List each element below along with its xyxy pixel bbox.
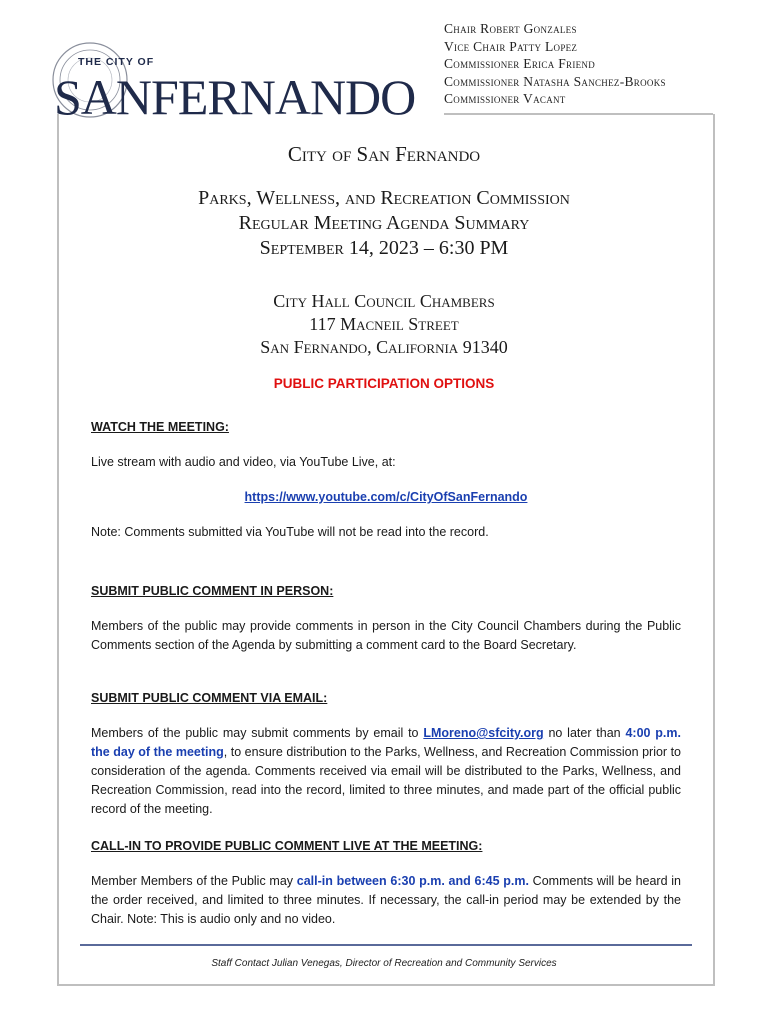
- logo-wordmark: SANFERNANDO: [54, 69, 416, 125]
- email-section: [91, 689, 681, 819]
- agenda-title: Regular Meeting Agenda Summary: [238, 212, 530, 234]
- roster-line: Commissioner Erica Friend: [444, 56, 596, 71]
- city-title: City of San Fernando: [287, 142, 481, 166]
- in-person-heading: SUBMIT PUBLIC COMMENT IN PERSON:: [91, 584, 334, 598]
- watch-heading: WATCH THE MEETING:: [91, 420, 229, 434]
- call-in-window: call-in between 6:30 p.m. and 6:45 p.m.: [296, 874, 529, 888]
- commission-roster: [444, 20, 666, 108]
- call-in-section: [91, 837, 681, 929]
- logo-small-text: THE CITY OF: [78, 56, 155, 68]
- call-in-heading: CALL-IN TO PROVIDE PUBLIC COMMENT LIVE AT THE MEETING:: [91, 839, 483, 853]
- roster-line: Commissioner Natasha Sanchez-Brooks: [444, 73, 666, 89]
- email-link[interactable]: LMoreno@sfcity.org: [423, 726, 544, 740]
- roster-line: Vice Chair Patty Lopez: [444, 38, 578, 54]
- in-person-text: Members of the public may provide comments in person in the City Council Chambers during the Public Comments section of the Agenda by submitting a comment card to the Board Secretary.: [91, 619, 681, 652]
- youtube-link[interactable]: https://www.youtube.com/c/CityOfSanFernando: [244, 490, 528, 504]
- venue-block: [57, 290, 711, 359]
- watch-note: Note: Comments submitted via YouTube will not be read into the record.: [91, 525, 489, 539]
- meeting-title-block: [57, 186, 711, 261]
- email-heading: SUBMIT PUBLIC COMMENT VIA EMAIL:: [91, 691, 328, 705]
- email-deadline: 4:00 p.m. the day of the meeting: [91, 726, 681, 759]
- watch-section: [91, 418, 681, 542]
- footer-divider: [80, 944, 692, 946]
- in-person-section: [91, 582, 681, 655]
- email-text: Members of the public may submit comments by email to LMoreno@sfcity.org no later than 4:00 p.m. the day of the meeting, to ensure distribution to the Parks, Wellness, and Recreation Commission prior to consideration of the agenda. Comments received via email will be distributed to the Parks, Wellness, and Recreation Commission, read into the record, limited to three minutes, and made part of the official public record of the meeting.: [91, 726, 682, 816]
- venue-city: San Fernando, California 91340: [260, 337, 508, 357]
- venue-street: 117 Macneil Street: [309, 314, 459, 334]
- call-in-text: Member Members of the Public may call-in between 6:30 p.m. and 6:45 p.m. Comments will be heard in the order received, and limited to three minutes. If necessary, the call-in period may be extended by the Chair. Note: This is audio only and no video.: [91, 874, 681, 926]
- roster-line: Chair Robert Gonzales: [444, 21, 577, 36]
- roster-line: Commissioner Vacant: [444, 91, 566, 106]
- public-participation-heading: PUBLIC PARTICIPATION OPTIONS: [273, 376, 495, 391]
- meeting-date: September 14, 2023 – 6:30 PM: [259, 237, 509, 259]
- page-frame-top: [444, 113, 713, 115]
- venue-name: City Hall Council Chambers: [273, 291, 495, 311]
- staff-contact: Staff Contact Julian Venegas, Director of Recreation and Community Services: [211, 958, 557, 969]
- watch-text: Live stream with audio and video, via YouTube Live, at:: [91, 455, 396, 469]
- commission-title: Parks, Wellness, and Recreation Commission: [198, 187, 570, 209]
